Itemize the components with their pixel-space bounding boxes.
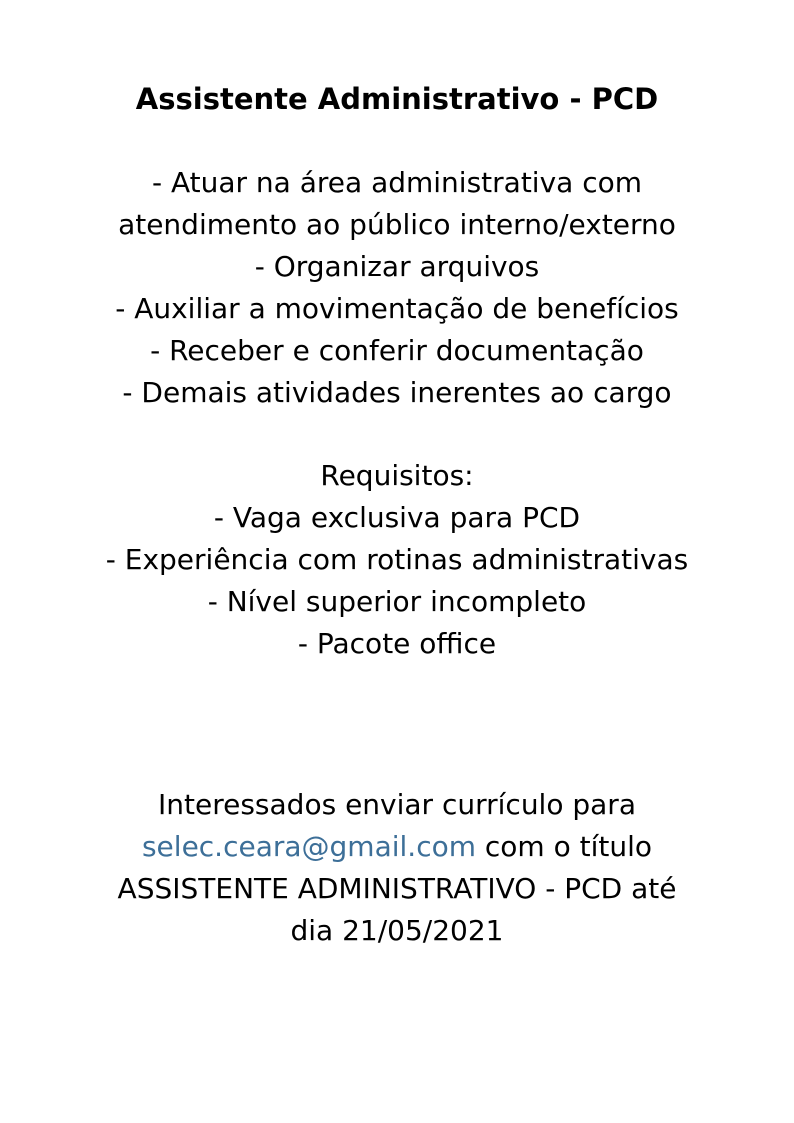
- contact-line-4: dia 21/05/2021: [290, 914, 504, 947]
- duties-list: [0, 162, 794, 414]
- duty-item: - Organizar arquivos: [254, 250, 540, 283]
- contact-line-1: Interessados enviar currículo para: [158, 788, 636, 821]
- duty-item: - Receber e conferir documentação: [150, 334, 644, 367]
- contact-section: [0, 784, 794, 952]
- contact-line-2: [0, 826, 794, 868]
- email-link[interactable]: selec.ceara@gmail.com: [141, 830, 476, 863]
- requirements-heading: Requisitos:: [320, 459, 474, 492]
- requirement-item: - Vaga exclusiva para PCD: [213, 501, 581, 534]
- contact-line-3: ASSISTENTE ADMINISTRATIVO - PCD até: [117, 872, 677, 905]
- requirement-item: - Nível superior incompleto: [207, 585, 587, 618]
- duty-item: - Auxiliar a movimentação de benefícios: [115, 292, 679, 325]
- duty-item: - Atuar na área administrativa com: [151, 166, 643, 199]
- requirement-item: - Pacote office: [297, 627, 497, 660]
- contact-line-2-suffix: com o título: [476, 830, 653, 863]
- duty-item: atendimento ao público interno/externo: [118, 208, 676, 241]
- requirements-list: [0, 497, 794, 665]
- page-title: Assistente Administrativo - PCD: [135, 82, 659, 116]
- duty-item: - Demais atividades inerentes ao cargo: [122, 376, 672, 409]
- requirement-item: - Experiência com rotinas administrativas: [105, 543, 689, 576]
